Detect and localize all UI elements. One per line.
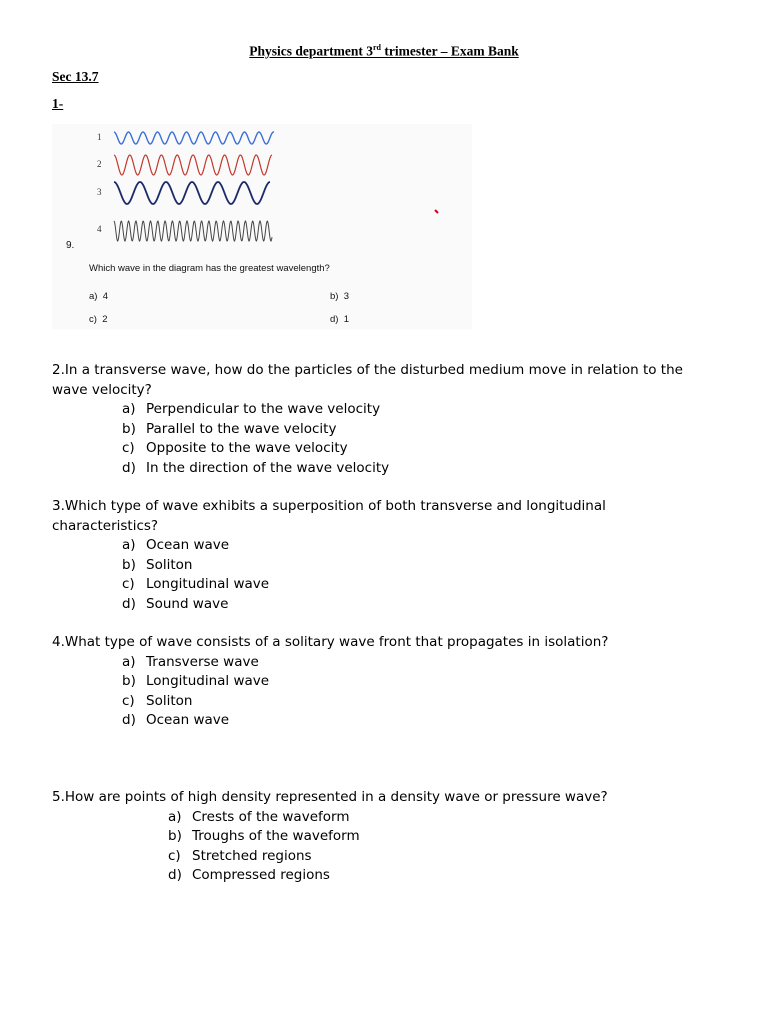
option-d: d) Compressed regions [168,867,330,883]
option-a: a) Perpendicular to the wave velocity [122,401,381,417]
options-list [122,400,712,478]
figure-option-a: a) 4 [89,291,109,302]
wave-diagram [52,124,472,249]
wave-diagram-figure [52,124,472,329]
option-a: a) Crests of the waveform [168,808,350,825]
option-b: b) Parallel to the wave velocity [122,420,337,437]
option-c: c) Longitudinal wave [122,576,270,592]
question-2 [52,361,712,478]
question-5 [52,788,712,886]
question-4 [52,633,712,731]
figure-question-number: 9. [66,240,75,251]
wave-4 [114,221,272,241]
page-title: Physics department 3rd trimester – Exam Bank [249,43,519,59]
option-b: b) Longitudinal wave [122,673,270,689]
option-c: c) Opposite to the wave velocity [122,440,348,456]
wave-label-2: 2 [97,159,102,169]
option-a: a) Transverse wave [122,653,259,670]
figure-option-b: b) 3 [330,291,350,302]
options-list [168,808,712,886]
question-stem: 4.What type of wave consists of a solitary wave front that propagates in isolation? [52,634,609,650]
option-d: d) Ocean wave [122,712,230,728]
option-c: c) Soliton [122,692,193,709]
option-d: d) In the direction of the wave velocity [122,459,390,476]
question-3 [52,497,712,614]
question-stem: 5.How are points of high density represented in a density wave or pressure wave? [52,789,608,805]
question-stem: 2.In a transverse wave, how do the particles of the disturbed medium move in relation to the wave velocity? [52,362,683,398]
question-stem: 3.Which type of wave exhibits a superposition of both transverse and longitudinal characteristics? [52,498,606,534]
options-list [122,653,712,731]
red-mark [435,210,438,213]
option-b: b) Soliton [122,556,193,573]
options-list [122,536,712,614]
question-1-number: 1- [52,96,64,111]
option-c: c) Stretched regions [168,847,312,864]
wave-1 [114,132,274,144]
section-heading: Sec 13.7 [52,69,99,84]
figure-question-text: Which wave in the diagram has the greatest wavelength? [89,263,330,274]
wave-3 [114,182,270,204]
wave-label-4: 4 [97,224,102,234]
figure-option-d: d) 1 [330,314,350,325]
wave-label-1: 1 [97,132,102,142]
option-b: b) Troughs of the waveform [168,828,360,844]
option-a: a) Ocean wave [122,537,230,553]
wave-label-3: 3 [97,187,102,197]
figure-option-c: c) 2 [89,314,108,325]
option-d: d) Sound wave [122,595,229,612]
wave-2 [114,155,272,175]
